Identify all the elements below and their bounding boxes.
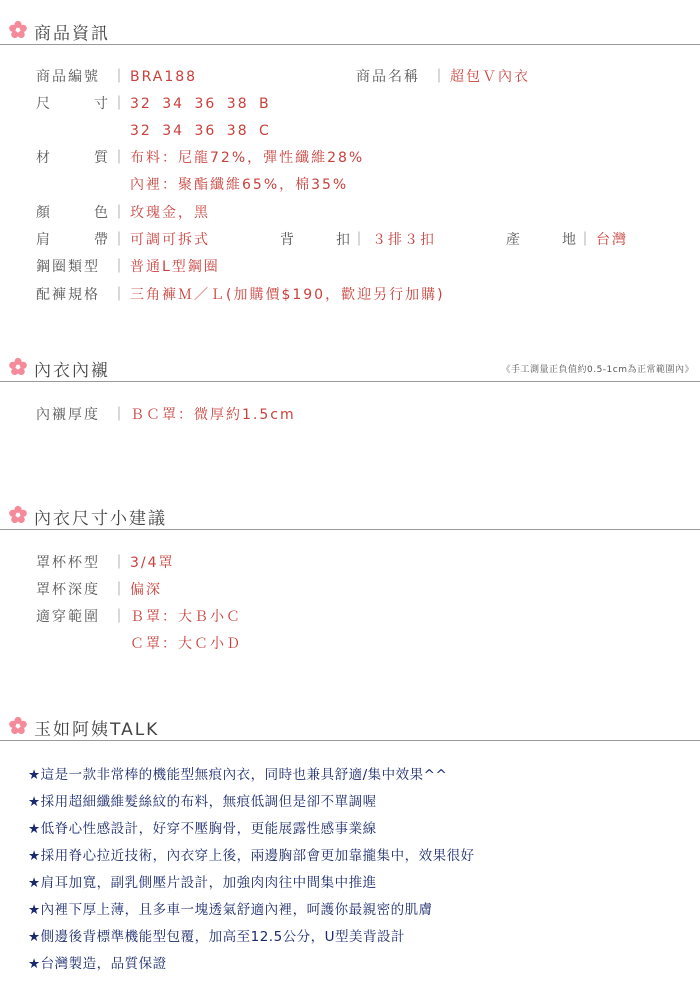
separator: ｜	[112, 287, 128, 303]
label-material: 材 質	[36, 150, 108, 166]
label-color: 顏 色	[36, 205, 108, 221]
separator: ｜	[112, 555, 128, 571]
separator: ｜	[112, 96, 128, 112]
divider	[0, 44, 700, 45]
talk-item: ★側邊後背標準機能型包覆，加高至12.5公分，U型美背設計	[28, 929, 406, 945]
separator: ｜	[112, 232, 128, 248]
flower-icon	[8, 20, 28, 40]
label-fit: 適穿範圍	[36, 609, 100, 625]
star-icon: ★	[28, 794, 41, 810]
separator: ｜	[112, 259, 128, 275]
separator: ｜	[112, 205, 128, 221]
label-lining-thickness: 內襯厚度	[36, 407, 100, 423]
section-title: 內衣尺寸小建議	[34, 509, 167, 529]
talk-item: ★這是一款非常棒的機能型無痕內衣，同時也兼具舒適/集中效果^^	[28, 767, 448, 783]
section-title: 玉如阿姨TALK	[34, 720, 160, 740]
value-hook: ３排３扣	[372, 232, 436, 248]
label-product-code: 商品編號	[36, 69, 100, 85]
separator: ｜	[112, 69, 128, 85]
star-icon: ★	[28, 821, 41, 837]
row-material	[36, 148, 686, 168]
talk-item: ★台灣製造，品質保證	[28, 956, 167, 972]
value-material-lining: 內裡：聚酯纖維65%，棉35%	[130, 177, 349, 193]
star-icon: ★	[28, 902, 41, 918]
talk-item: ★低脊心性感設計，好穿不壓胸骨，更能展露性感事業線	[28, 821, 377, 837]
value-size-c: 32 34 36 38 C	[130, 123, 271, 139]
separator: ｜	[352, 232, 368, 248]
row-wire	[36, 257, 686, 277]
value-wire: 普通L型鋼圈	[130, 259, 220, 275]
measurement-note: 《手工測量正負值約0.5-1cm為正常範圍內》	[501, 365, 694, 375]
row-material-2	[36, 175, 686, 195]
star-icon: ★	[28, 875, 41, 891]
section-lining	[0, 352, 700, 382]
star-icon: ★	[28, 929, 41, 945]
label-cup-type: 罩杯杯型	[36, 555, 100, 571]
value-fit-b: Ｂ罩：大Ｂ小Ｃ	[130, 609, 242, 625]
talk-item: ★採用超細纖維髮絲紋的布料，無痕低調但是卻不單調喔	[28, 794, 377, 810]
label-product-name: 商品名稱	[356, 69, 420, 85]
value-fit-c: Ｃ罩：大Ｃ小Ｄ	[130, 636, 242, 652]
value-panty: 三角褲Ｍ／Ｌ(加購價$190，歡迎另行加購)	[130, 287, 445, 303]
label-size: 尺 寸	[36, 96, 108, 112]
flower-icon	[8, 716, 28, 736]
label-panty: 配褲規格	[36, 287, 100, 303]
talk-item: ★內裡下厚上薄，且多車一塊透氣舒適內裡，呵護你最親密的肌膚	[28, 902, 433, 918]
row-cup-type	[36, 553, 686, 573]
value-lining-thickness: ＢＣ罩：微厚約1.5cm	[130, 407, 296, 423]
row-fit	[36, 607, 686, 627]
label-origin: 產 地	[506, 232, 576, 248]
star-icon: ★	[28, 848, 41, 864]
label-hook: 背 扣	[280, 232, 350, 248]
divider	[0, 529, 700, 530]
star-icon: ★	[28, 767, 41, 783]
talk-item: ★肩耳加寬，副乳側壓片設計，加強肉肉往中間集中推進	[28, 875, 377, 891]
separator: ｜	[112, 582, 128, 598]
value-origin: 台灣	[596, 232, 628, 248]
row-product-code	[36, 67, 686, 87]
value-cup-depth: 偏深	[130, 582, 162, 598]
value-size-b: 32 34 36 38 B	[130, 96, 271, 112]
talk-item: ★採用脊心拉近技術，內衣穿上後，兩邊胸部會更加靠攏集中，效果很好	[28, 848, 475, 864]
label-wire: 鋼圈類型	[36, 259, 100, 275]
row-strap	[36, 230, 686, 250]
separator: ｜	[578, 232, 594, 248]
row-size	[36, 94, 686, 114]
label-cup-depth: 罩杯深度	[36, 582, 100, 598]
separator: ｜	[112, 150, 128, 166]
flower-icon	[8, 505, 28, 525]
row-panty	[36, 285, 686, 305]
flower-icon	[8, 357, 28, 377]
section-title: 內衣內襯	[34, 361, 110, 381]
row-lining-thickness	[36, 405, 686, 425]
value-color: 玫瑰金，黑	[130, 205, 210, 221]
separator: ｜	[112, 407, 128, 423]
value-product-code: BRA188	[130, 69, 198, 85]
star-icon: ★	[28, 956, 41, 972]
row-cup-depth	[36, 580, 686, 600]
section-talk	[0, 711, 700, 741]
separator: ｜	[112, 609, 128, 625]
section-product-info	[0, 15, 700, 45]
value-material-fabric: 布料：尼龍72%，彈性纖維28%	[130, 150, 365, 166]
value-strap: 可調可拆式	[130, 232, 210, 248]
section-size-advice	[0, 500, 700, 530]
row-color	[36, 203, 686, 223]
value-product-name: 超包Ｖ內衣	[450, 69, 530, 85]
label-strap: 肩 帶	[36, 232, 108, 248]
divider	[0, 740, 700, 741]
section-title: 商品資訊	[34, 24, 110, 44]
row-fit-c	[36, 634, 686, 654]
divider	[0, 381, 700, 382]
separator: ｜	[432, 69, 448, 85]
value-cup-type: 3/4罩	[130, 555, 175, 571]
row-size-c	[36, 121, 686, 141]
